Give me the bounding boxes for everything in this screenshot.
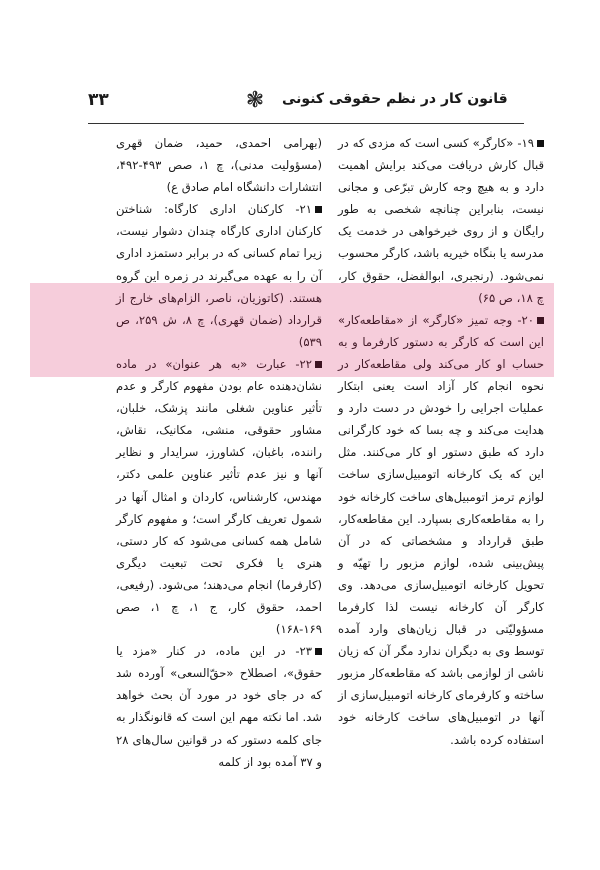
paragraph-19-text: ۱۹- «کارگر» کسی است که مزدی که در قبال کارش دریافت می‌کند برایش اهمیت دارد و به هیچ وجه کارش تبرّعی و مجانی نیست، بنابراین چنانچه شخصی به طور رایگان و از روی خیرخواهی در خدمت یک مدرسه یا بنگاه خیریه باشد، کارگر محسوب نمی‌شود. (رنجبری، ابوالفضل، حقوق کار، چ ۱۸، ص ۶۵) xyxy=(338,136,544,305)
paragraph-21 xyxy=(116,198,322,353)
square-bullet-icon xyxy=(537,140,544,147)
square-bullet-icon xyxy=(315,648,322,655)
header-divider xyxy=(88,123,524,124)
paragraph-23-text: ۲۳- در این ماده، در کنار «مزد یا حقوق»، اصطلاح «حقّ‌السعی» آورده شد که در جای خود در مورد آن بحث خواهد شد. اما نکته مهم این است که قانونگذار به جای کلمه دستور که در قوانین سال‌های ۲۸ و ۳۷ آمده بود از کلمه xyxy=(116,644,322,769)
paragraph-23 xyxy=(116,640,322,773)
paragraph-21-text: ۲۱- کارکنان اداری کارگاه: شناختن کارکنان اداری کارگاه چندان دشوار نیست، زیرا تمام کسانی که در برابر دستمزد اداری آن را به عهده می‌گیرند در زمره این گروه هستند. (کاتوزیان، ناصر، الزام‌های خارج از قرارداد (ضمان قهری)، چ ۸، ش ۲۵۹، ص ۵۳۹) xyxy=(116,202,322,349)
page-header xyxy=(88,88,524,116)
square-bullet-icon xyxy=(315,206,322,213)
paragraph-19 xyxy=(338,132,544,309)
square-bullet-icon xyxy=(315,361,322,368)
paragraph-continuation xyxy=(116,132,322,198)
page-number: ۳۳ xyxy=(88,90,109,110)
paragraph-22 xyxy=(116,353,322,640)
paragraph-20 xyxy=(338,309,544,751)
paragraph-22-text: ۲۲- عبارت «به هر عنوان» در ماده نشان‌دهنده عام بودن مفهوم کارگر و عدم تأثیر عناوین شغلی مانند پزشک، خلبان، مشاور حقوقی، منشی، مکانیک، نقاش، راننده، باغبان، کشاورز، سرایدار و نظایر آنها و نیز عدم تأثیر عناوین علمی دکتر، مهندس، کارشناس، کاردان و امثال آنها در شمول تعریف کارگر است؛ و مفهوم کارگر شامل همه کسانی می‌شود که کار دستی، هنری یا فکری تحت تبعیت دیگری (کارفرما) انجام می‌دهند؛ می‌شود. (رفیعی، احمد، حقوق کار، ج ۱، چ ۱، صص ۱۶۹-۱۶۸) xyxy=(116,356,322,637)
square-bullet-icon xyxy=(537,317,544,324)
paragraph-continuation-text: (بهرامی احمدی، حمید، ضمان قهری (مسؤولیت مدنی)، چ ۱، صص ۴۹۳-۴۹۲، انتشارات دانشگاه امام صادق ع) xyxy=(116,136,322,195)
running-title: قانون کار در نظم حقوقی کنونی xyxy=(282,91,508,107)
left-column xyxy=(116,132,322,773)
right-column xyxy=(338,132,544,751)
flower-ornament-icon: ❃ xyxy=(245,88,265,113)
paragraph-20-text: ۲۰- وجه تمیز «کارگر» از «مقاطعه‌کار» این است که کارگر به دستور کارفرما و به حساب او کار می‌کند ولی مقاطعه‌کار در نحوه انجام کار آزاد است یعنی ابتکار عملیات اجرایی را خودش در دست دارد و هدایت می‌کند و چه بسا که خود کارگرانی دارد که طبق دستور او کار می‌کنند. مثل این که یک کارخانه اتومبیل‌سازی ساخت لوازم ترمز اتومبیل‌های ساخت کارخانه خود را به مقاطعه‌کاری بسپارد. این مقاطعه‌کار، طبق قرارداد و مشخصاتی که در آن پیش‌بینی شده، لوازم مزبور را تهیّه و تحویل کارخانه اتومبیل‌سازی می‌دهد. وی کارگر آن کارخانه نیست لذا کارفرما مسؤولیّتی در قبال زیان‌های وارد آمده توسط وی به دیگران ندارد مگر آن که زیان ناشی از لوازمی باشد که مقاطعه‌کار مزبور ساخته و کارفرمای کارخانه اتومبیل‌سازی از آنها در اتومبیل‌های ساخت کارخانه خود استفاده کرده باشد. xyxy=(338,312,544,747)
